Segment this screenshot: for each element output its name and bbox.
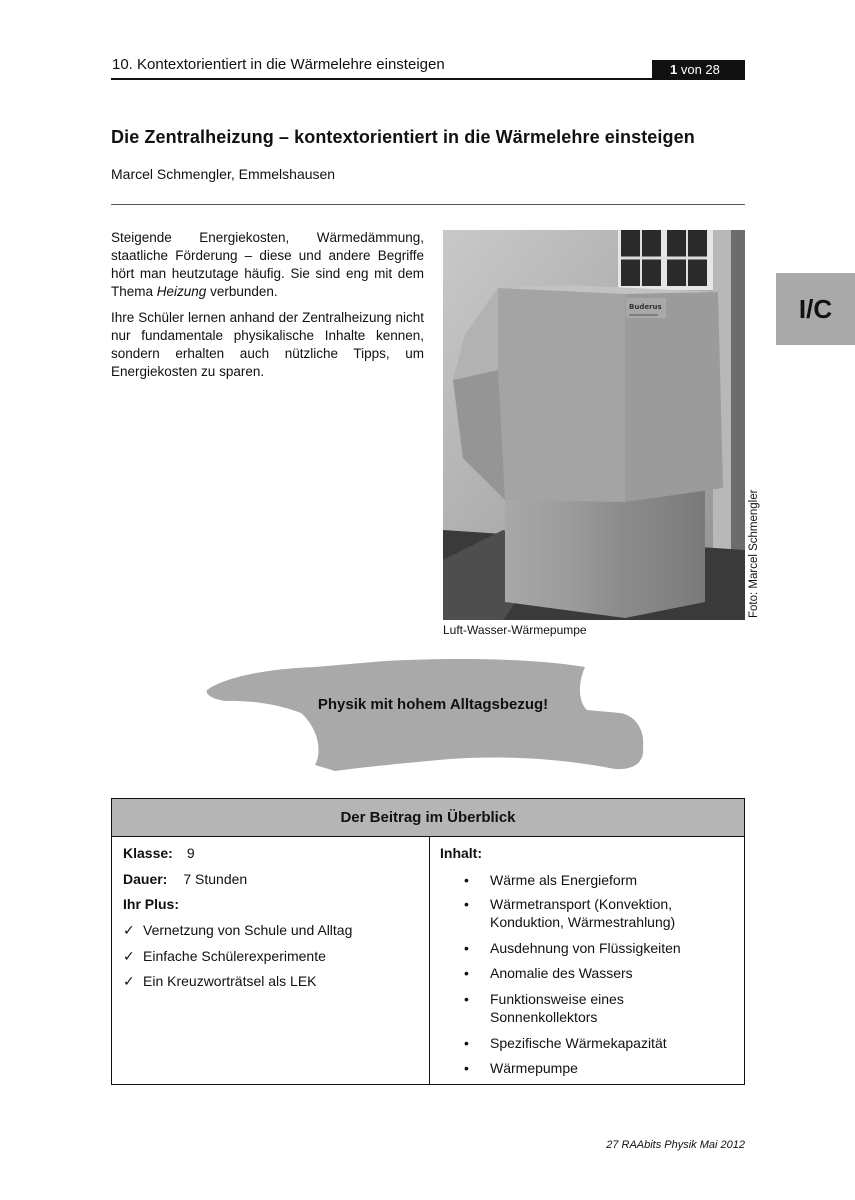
bullet-icon: • xyxy=(464,991,469,1007)
overview-heading: Der Beitrag im Überblick xyxy=(112,799,744,837)
bullet-icon: • xyxy=(464,872,469,888)
intro-paragraph-1: Steigende Energiekosten, Wärmedämmung, staatliche Förderung – diese und andere Begriffe hört man heutzutage häufig. Sie sind eng mit dem Thema Heizung verbunden. xyxy=(111,230,424,299)
brand-label: Buderus xyxy=(629,303,662,311)
check-icon: ✓ xyxy=(123,973,135,989)
intro-paragraph-2: Ihre Schüler lernen anhand der Zentralheizung nicht nur fundamentale physikalische Inhalte kennen, sondern erhalten auch nützliche Tipps, um Energiekosten zu sparen. xyxy=(111,310,424,379)
check-icon: ✓ xyxy=(123,922,135,938)
overview-box xyxy=(111,798,745,1085)
check-icon: ✓ xyxy=(123,948,135,964)
bullet-icon: • xyxy=(464,940,469,956)
heat-pump-photo xyxy=(443,230,745,620)
inhalt-label: Inhalt: xyxy=(440,845,482,861)
intro-text xyxy=(111,229,424,389)
plus-label: Ihr Plus: xyxy=(123,896,180,912)
page-total: von 28 xyxy=(680,62,720,77)
plus-item: ✓ Ein Kreuzworträtsel als LEK xyxy=(123,973,317,989)
page-number: 1 xyxy=(670,62,678,77)
running-header-title: 10. Kontextorientiert in die Wärmelehre einsteigen xyxy=(112,56,445,73)
bullet-icon: • xyxy=(464,896,469,912)
bullet-icon: • xyxy=(464,965,469,981)
section-tab: I/C xyxy=(776,273,855,345)
author-line: Marcel Schmengler, Emmelshausen xyxy=(111,166,336,182)
photo-credit: Foto: Marcel Schmengler xyxy=(748,489,760,618)
banner-text: Physik mit hohem Alltagsbezug! xyxy=(317,696,549,713)
bullet-icon: • xyxy=(464,1060,469,1076)
title-rule xyxy=(111,204,745,205)
overview-right-column: Inhalt: • Wärme als Energieform • Wärmetransport (Konvektion, Konduktion, Wärmestrahlung) • Ausdehnung von Flüssigkeiten • Anomalie des Wassers • Funktionsweise eines Sonnenkollektors • Spezifische Wärmekapazität • Wärmepumpe xyxy=(440,845,681,1076)
plus-item: ✓ Einfache Schülerexperimente xyxy=(123,948,326,964)
header-rule xyxy=(111,78,745,80)
photo-caption: Luft-Wasser-Wärmepumpe xyxy=(443,623,587,637)
page-indicator xyxy=(652,60,745,79)
bullet-icon: • xyxy=(464,1035,469,1051)
klasse-row: Klasse: 9 xyxy=(123,845,195,861)
footer-citation: 27 RAAbits Physik Mai 2012 xyxy=(606,1139,745,1151)
dauer-row: Dauer: 7 Stunden xyxy=(123,871,248,887)
overview-left-column xyxy=(112,837,430,1084)
article-title: Die Zentralheizung – kontextorientiert in die Wärmelehre einsteigen xyxy=(111,127,695,147)
banner-brush-stroke xyxy=(205,655,645,775)
plus-item: ✓ Vernetzung von Schule und Alltag xyxy=(123,922,353,938)
